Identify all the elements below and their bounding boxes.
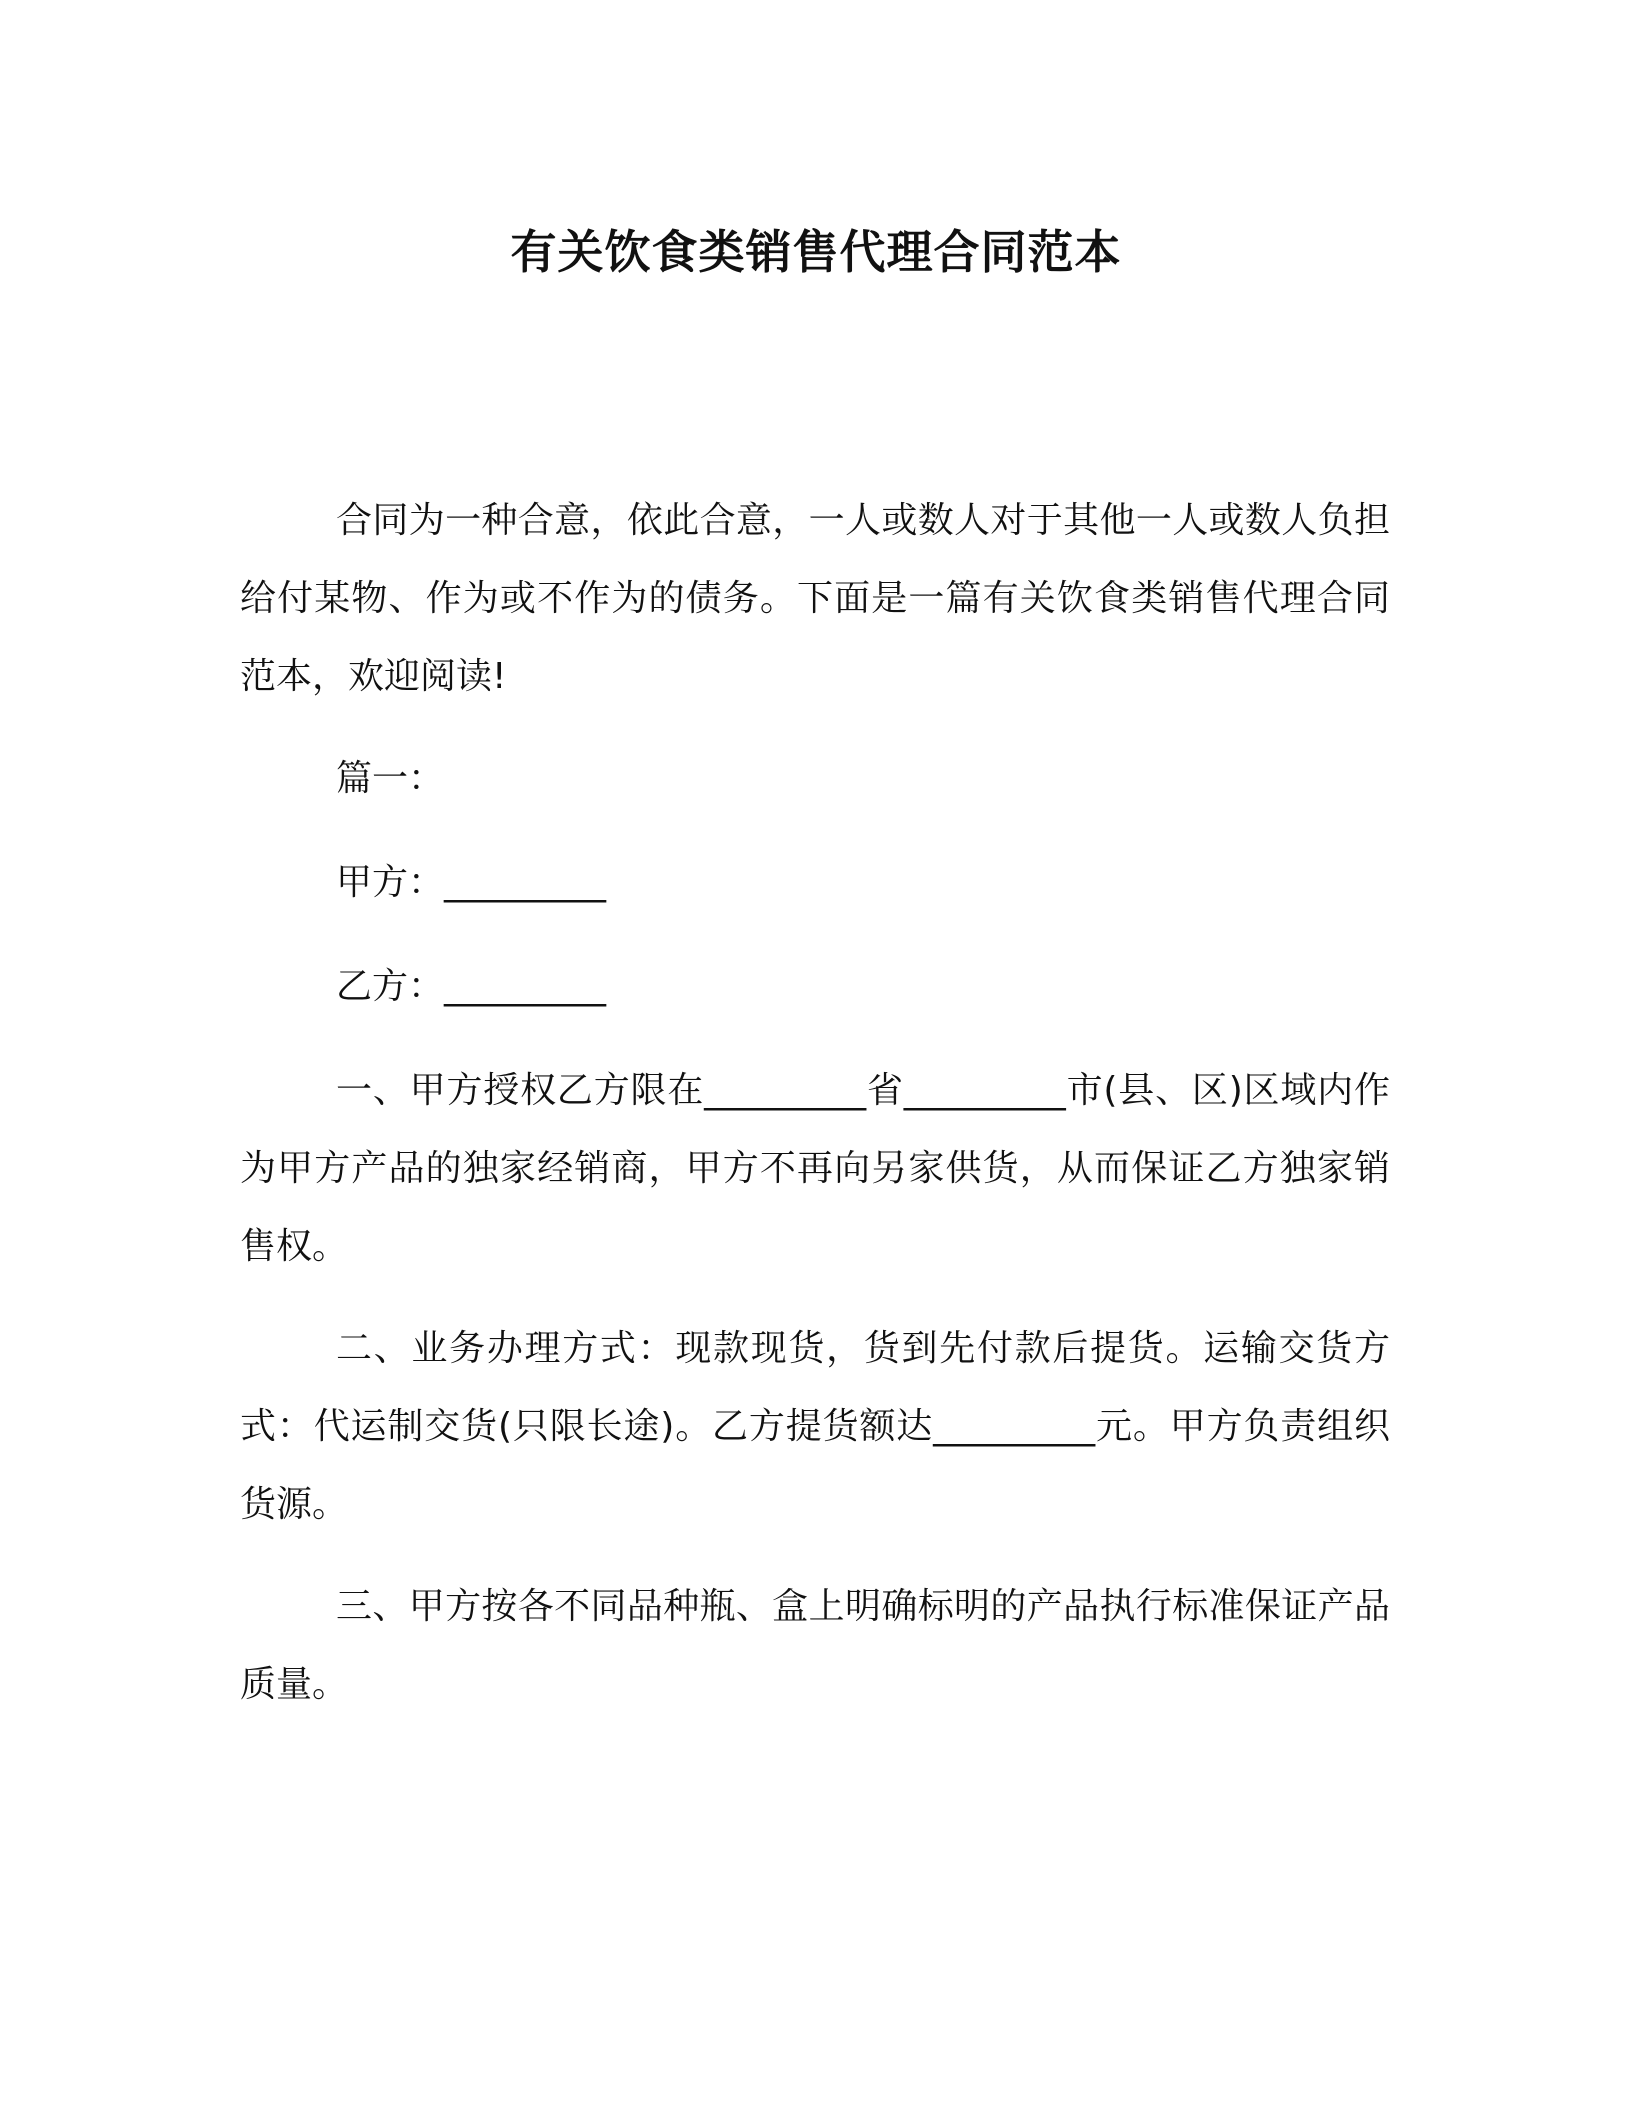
clause-3-paragraph: 三、甲方按各不同品种瓶、盒上明确标明的产品执行标准保证产品质量。 — [240, 1586, 1390, 1705]
party-b-line: 乙方：_________ — [336, 966, 607, 1007]
clause-1-paragraph: 一、甲方授权乙方限在_________省_________市(县、区)区域内作为甲方产品的独家经销商，甲方不再向另家供货，从而保证乙方独家销售权。 — [240, 1070, 1390, 1267]
clause-2-paragraph: 二、业务办理方式：现款现货，货到先付款后提货。运输交货方式：代运制交货(只限长途)。乙方提货额达_________元。甲方负责组织货源。 — [240, 1328, 1390, 1525]
document-title: 有关饮食类销售代理合同范本 — [510, 225, 1122, 279]
part-heading: 篇一： — [336, 758, 445, 799]
party-a-line: 甲方：_________ — [336, 862, 607, 903]
intro-paragraph: 合同为一种合意，依此合意，一人或数人对于其他一人或数人负担给付某物、作为或不作为的债务。下面是一篇有关饮食类销售代理合同范本，欢迎阅读! — [240, 500, 1390, 697]
